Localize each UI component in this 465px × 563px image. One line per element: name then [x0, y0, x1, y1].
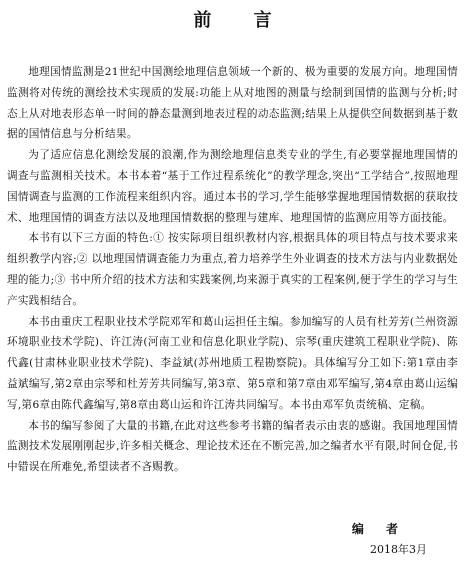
date-line: 2018年3月: [370, 543, 427, 556]
paragraph-4: 本书由重庆工程职业技术学院邓军和葛山运担任主编。参加编写的人员有杜芳芳(兰州资源环境职业技术学院)、许江涛(河南工业和信息化职业学院)、宗琴(重庆建筑工程职业学院)、陈代鑫(甘肃林业职业技术学院)、李益斌(苏州地质工程勘察院)。具体编写分工如下:第1章由李益斌编写,第2章由宗琴和杜芳芳共同编写,第3章、第5章和第7章由邓军编写,第4章由葛山运编写,第6章由陈代鑫编写,第8章由葛山运和许江涛共同编写。本书由邓军负责统稿、定稿。: [7, 315, 458, 411]
paragraph-2: 为了适应信息化测绘发展的浪潮,作为测绘地理信息类专业的学生,有必要掌握地理国情的调查与监测相关技术。本书本着“基于工作过程系统化”的教学理念,突出“工学结合”,按照地理国情调查与监测的工作流程来组织内容。通过本书的学习,学生能够掌握地理国情数据的获取技术、地理国情的调查方法以及地理国情数据的整理与建库、地理国情的监测应用等方面技能。: [7, 149, 458, 224]
paragraph-5: 本书的编写参阅了大量的书籍,在此对这些参考书籍的编者表示由衷的感谢。我国地理国情监测技术发展刚刚起步,许多相关概念、理论技术还在不断完善,加之编者水平有限,时间仓促,书中错误在所难免,希望读者不吝赐教。: [7, 419, 458, 474]
author-signature: 编 者: [351, 522, 407, 536]
page-title: 前 言: [193, 10, 290, 31]
preface-body: [7, 62, 458, 478]
paragraph-3: 本书有以下三方面的特色:① 按实际项目组织教材内容,根据具体的项目特点与技术要求来组织教学内容;② 以地理国情调查能力为重点,着力培养学生外业调查的技术方法与内业数据处理的能力;③ 书中所介绍的技术方法和实践案例,均来源于真实的工程案例,便于学生的学习与生产实践相结合。: [7, 232, 458, 307]
paragraph-1: 地理国情监测是21世纪中国测绘地理信息领域一个新的、极为重要的发展方向。地理国情监测将对传统的测绘技术实现质的发展:功能上从对地图的测量与绘制到国情的监测与分析;时态上从对地表形态单一时间的静态量测到地表过程的动态监测;结果上从提供空间数据到基于数据的国情信息与分析结果。: [7, 66, 458, 141]
